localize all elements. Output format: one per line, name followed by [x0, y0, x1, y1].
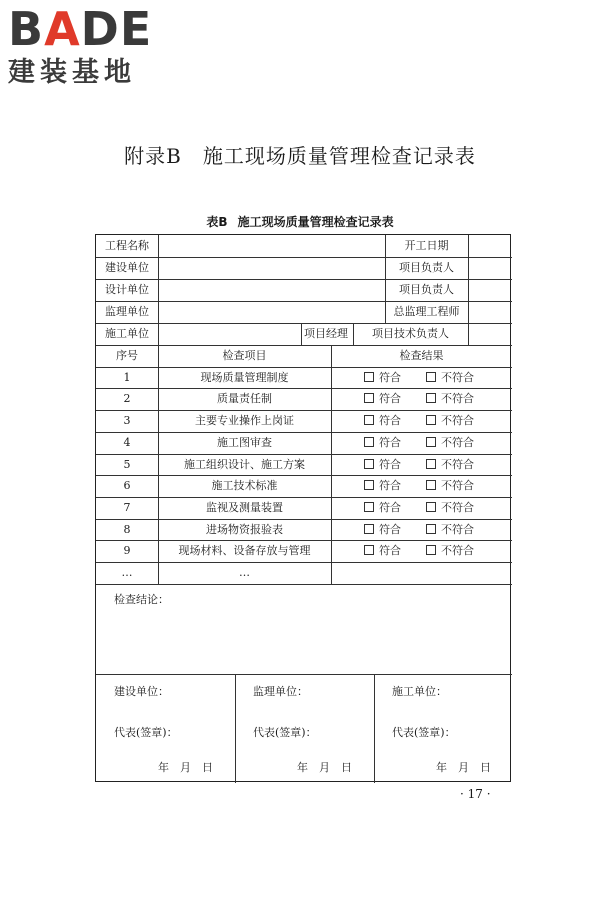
pass-checkbox-label: 符合 — [379, 370, 401, 384]
signature-unit: 监理单位： — [253, 685, 308, 698]
signature-representative: 代表(签章)： — [114, 726, 178, 739]
check-item-number: 6 — [123, 479, 131, 493]
checkbox-icon[interactable] — [426, 545, 436, 555]
check-item-name: 进场物资报验表 — [206, 522, 283, 536]
check-item-number: 5 — [123, 457, 131, 471]
fail-checkbox[interactable] — [426, 367, 474, 389]
checkbox-icon[interactable] — [364, 393, 374, 403]
check-column-divider — [158, 345, 159, 584]
table-caption — [0, 213, 600, 230]
checkbox-icon[interactable] — [364, 545, 374, 555]
check-item-name: 主要专业操作上岗证 — [195, 414, 294, 428]
conclusion-label: 检查结论： — [114, 592, 169, 606]
info-label: 设计单位 — [105, 283, 149, 296]
fail-checkbox-label: 不符合 — [441, 414, 474, 428]
check-item-number: 8 — [123, 522, 131, 536]
checkbox-icon[interactable] — [426, 437, 436, 447]
column-header-result: 检查结果 — [399, 349, 444, 362]
fail-checkbox-label: 不符合 — [441, 392, 474, 406]
check-item-number: … — [121, 566, 133, 579]
checkbox-icon[interactable] — [426, 459, 436, 469]
info-column-divider — [158, 235, 159, 345]
page-title: 附录B 施工现场质量管理检查记录表 — [124, 144, 476, 168]
pass-checkbox-label: 符合 — [379, 522, 401, 536]
fail-checkbox[interactable] — [426, 454, 474, 476]
signature-column-divider — [374, 674, 375, 783]
check-item-number: 3 — [123, 414, 131, 428]
fail-checkbox-label: 不符合 — [441, 544, 474, 558]
table-caption-label: 表B — [206, 215, 228, 229]
fail-checkbox-label: 不符合 — [441, 457, 474, 471]
check-item-name: 现场质量管理制度 — [200, 370, 289, 384]
info-column-divider — [353, 323, 354, 345]
section-divider — [96, 584, 512, 585]
info-label: 监理单位 — [105, 305, 149, 318]
checkbox-icon[interactable] — [364, 524, 374, 534]
checkbox-icon[interactable] — [364, 437, 374, 447]
page-number: · 17 · — [460, 787, 491, 801]
column-header-item: 检查项目 — [222, 349, 267, 362]
fail-checkbox[interactable] — [426, 432, 474, 454]
check-item-name: 现场材料、设备存放与管理 — [178, 544, 311, 558]
logo-brand — [8, 4, 178, 54]
signature-representative: 代表(签章)： — [253, 726, 317, 739]
fail-checkbox[interactable] — [426, 388, 474, 410]
pass-checkbox-label: 符合 — [379, 500, 401, 514]
fail-checkbox-label: 不符合 — [441, 479, 474, 493]
pass-checkbox[interactable] — [364, 475, 401, 497]
pass-checkbox-label: 符合 — [379, 457, 401, 471]
fail-checkbox-label: 不符合 — [441, 370, 474, 384]
pass-checkbox[interactable] — [364, 497, 401, 519]
fail-checkbox-label: 不符合 — [441, 500, 474, 514]
info-right-label: 项目技术负责人 — [372, 327, 449, 340]
fail-checkbox-label: 不符合 — [441, 522, 474, 536]
checkbox-icon[interactable] — [426, 524, 436, 534]
table-caption-title: 施工现场质量管理检查记录表 — [237, 215, 394, 229]
signature-representative: 代表(签章)： — [392, 726, 456, 739]
fail-checkbox-label: 不符合 — [441, 435, 474, 449]
pass-checkbox-label: 符合 — [379, 414, 401, 428]
checkbox-icon[interactable] — [426, 415, 436, 425]
signature-date: 年 月 日 — [158, 761, 213, 774]
check-item-name: 施工组织设计、施工方案 — [184, 457, 305, 471]
check-item-number: 7 — [123, 500, 131, 514]
check-item-name: 质量责任制 — [217, 392, 272, 406]
logo-subtitle: 建装基地 — [8, 57, 136, 88]
check-item-number: 4 — [123, 435, 131, 449]
pass-checkbox[interactable] — [364, 454, 401, 476]
checkbox-icon[interactable] — [364, 372, 374, 382]
checkbox-icon[interactable] — [364, 480, 374, 490]
signature-column-divider — [235, 674, 236, 783]
pass-checkbox[interactable] — [364, 410, 401, 432]
check-item-name: 施工图审查 — [217, 435, 272, 449]
info-mid-label: 项目经理 — [304, 327, 348, 340]
checkbox-icon[interactable] — [426, 393, 436, 403]
check-item-name: 施工技术标准 — [211, 479, 278, 493]
info-right-label: 总监理工程师 — [393, 305, 460, 318]
fail-checkbox[interactable] — [426, 497, 474, 519]
info-column-divider — [385, 235, 386, 323]
check-column-divider — [331, 345, 332, 584]
checkbox-icon[interactable] — [364, 415, 374, 425]
fail-checkbox[interactable] — [426, 540, 474, 562]
signature-date: 年 月 日 — [436, 761, 491, 774]
pass-checkbox[interactable] — [364, 519, 401, 541]
column-header-no: 序号 — [116, 349, 138, 362]
fail-checkbox[interactable] — [426, 475, 474, 497]
info-column-divider — [301, 323, 302, 345]
info-right-label: 项目负责人 — [399, 283, 454, 296]
info-right-label: 项目负责人 — [399, 261, 454, 274]
pass-checkbox-label: 符合 — [379, 544, 401, 558]
pass-checkbox[interactable] — [364, 367, 401, 389]
inspection-record-table — [95, 234, 511, 782]
check-item-number: 9 — [123, 544, 131, 558]
check-item-name: … — [239, 566, 250, 579]
checkbox-icon[interactable] — [426, 480, 436, 490]
check-item-number: 2 — [123, 392, 131, 406]
pass-checkbox-label: 符合 — [379, 479, 401, 493]
pass-checkbox[interactable] — [364, 540, 401, 562]
signature-date: 年 月 日 — [297, 761, 352, 774]
info-label: 工程名称 — [105, 239, 149, 252]
bade-logo — [8, 4, 178, 90]
info-label: 建设单位 — [105, 261, 149, 274]
fail-checkbox[interactable] — [426, 519, 474, 541]
checkbox-icon[interactable] — [426, 372, 436, 382]
section-divider — [96, 674, 512, 675]
pass-checkbox[interactable] — [364, 432, 401, 454]
pass-checkbox-label: 符合 — [379, 392, 401, 406]
signature-unit: 施工单位： — [392, 685, 447, 698]
logo-brand-text: BADE — [8, 2, 153, 56]
info-label: 施工单位 — [105, 327, 149, 340]
pass-checkbox-label: 符合 — [379, 435, 401, 449]
info-column-divider — [468, 235, 469, 345]
check-item-name: 监视及测量装置 — [206, 500, 283, 514]
signature-unit: 建设单位： — [114, 685, 169, 698]
info-right-label: 开工日期 — [404, 239, 449, 252]
checkbox-icon[interactable] — [426, 502, 436, 512]
checkbox-icon[interactable] — [364, 459, 374, 469]
fail-checkbox[interactable] — [426, 410, 474, 432]
check-item-number: 1 — [123, 370, 131, 384]
checkbox-icon[interactable] — [364, 502, 374, 512]
pass-checkbox[interactable] — [364, 388, 401, 410]
